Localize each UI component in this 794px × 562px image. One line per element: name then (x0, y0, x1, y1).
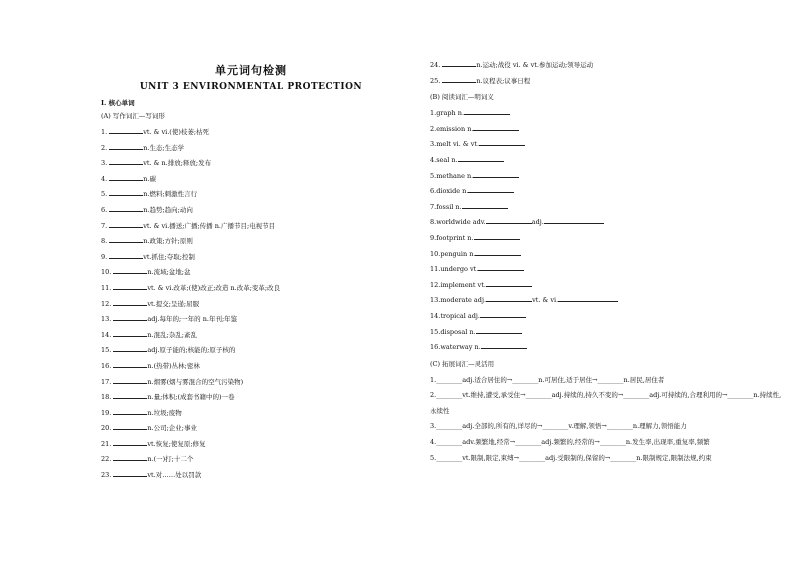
list-item (430, 153, 785, 169)
item-definition: vt. & vi.播送;广播;传播 n.广播节目;电视节目 (143, 221, 276, 230)
item-word: waterway n. (440, 343, 481, 352)
item-definition: n.量;体积;(成套书籍中的)一卷 (147, 393, 235, 402)
answer-blank[interactable] (113, 438, 147, 446)
left-item-list (101, 125, 401, 484)
list-item: 2.________vt.维持,遭受,承受住→________adj.持续的,持久不变的→________adj.可持续的,合理利用的→________n.持续性,永续性 (430, 391, 782, 415)
list-item (101, 343, 401, 359)
item-number: 20. (101, 424, 112, 433)
list-item (430, 169, 785, 185)
item-definition: vt.对……处以罚款 (147, 471, 202, 480)
item-number: 1. (430, 109, 437, 118)
item-number: 19. (101, 408, 112, 417)
list-item (430, 74, 785, 90)
item-number: 24. (430, 61, 441, 69)
answer-blank[interactable] (113, 407, 147, 415)
list-item (430, 184, 785, 200)
answer-blank[interactable] (558, 294, 618, 302)
list-item (101, 468, 401, 484)
item-number: 3. (430, 140, 437, 149)
item-definition: n.混乱;杂乱;紊乱 (147, 330, 197, 339)
list-item (430, 215, 785, 231)
item-number: 10. (430, 249, 441, 258)
item-number: 10. (101, 268, 112, 277)
item-definition: adj.每年的;一年的 n.年刊;年鉴 (147, 315, 238, 324)
item-number: 2. (430, 124, 437, 133)
list-item (101, 125, 401, 141)
item-number: 9. (101, 252, 108, 261)
list-item (101, 452, 401, 468)
answer-blank[interactable] (109, 235, 143, 243)
item-number: 11. (430, 265, 441, 274)
answer-blank[interactable] (113, 391, 147, 399)
item-word: undergo vt. (440, 265, 479, 274)
item-definition: n.烟雾(烟与雾混合的空气污染物) (147, 377, 244, 386)
answer-blank[interactable] (486, 294, 532, 302)
item-number: 16. (430, 343, 441, 352)
item-number: 15. (430, 327, 441, 336)
answer-blank[interactable] (109, 251, 143, 259)
answer-blank[interactable] (113, 329, 147, 337)
item-definition: n.公司;企业;事业 (147, 424, 197, 433)
item-number: 5. (430, 171, 437, 180)
answer-blank[interactable] (458, 154, 504, 162)
extension-list (430, 373, 785, 467)
answer-blank[interactable] (113, 376, 147, 384)
item-number: 6. (430, 187, 437, 196)
item-word-alt: adj. (531, 218, 544, 227)
list-item (101, 219, 401, 235)
item-word: penguin n. (440, 249, 476, 258)
answer-blank[interactable] (442, 75, 476, 83)
item-definition: n.燃料;刺激性言行 (143, 190, 198, 199)
part-b-heading: (B) 阅读词汇—明词义 (430, 93, 494, 102)
item-word: worldwide adv. (436, 218, 486, 227)
list-item (430, 231, 785, 247)
list-item (101, 187, 401, 203)
list-item (101, 421, 401, 437)
list-item (101, 390, 401, 406)
answer-blank[interactable] (113, 282, 147, 290)
answer-blank[interactable] (113, 360, 147, 368)
item-number: 6. (101, 205, 108, 214)
list-item (101, 297, 401, 313)
list-item (101, 359, 401, 375)
item-definition: n.(热带)丛林;密林 (147, 361, 200, 370)
item-definition: n.议程表;议事日程 (476, 76, 531, 85)
answer-blank[interactable] (475, 248, 521, 256)
item-number: 9. (430, 233, 437, 242)
answer-blank[interactable] (464, 107, 510, 115)
page-title: 单元词句检测 (215, 64, 287, 77)
part-c-heading: (C) 拓展词汇—灵活用 (430, 359, 495, 368)
list-item (430, 293, 785, 309)
list-item (430, 106, 785, 122)
answer-blank[interactable] (481, 341, 527, 349)
item-number: 11. (101, 283, 112, 292)
list-item (430, 340, 785, 356)
answer-blank[interactable] (113, 422, 147, 430)
list-item (101, 141, 401, 157)
item-number: 25. (430, 76, 441, 85)
part-a-heading: (A) 写作词汇—写词形 (101, 112, 165, 120)
item-definition: vt. & vi.改革;(使)改正;改造 n.改革;变革;改良 (147, 283, 281, 292)
item-definition: n.政策;方针;原则 (143, 237, 193, 246)
list-item (430, 309, 785, 325)
item-word: footprint n. (436, 233, 474, 242)
item-word: graph n. (436, 109, 465, 118)
item-number: 22. (101, 455, 112, 464)
reading-list (430, 106, 785, 356)
item-definition: n.趋势;趋向;动向 (143, 205, 193, 214)
answer-blank[interactable] (113, 266, 147, 274)
list-item (101, 437, 401, 453)
item-word: tropical adj. (440, 311, 480, 320)
answer-blank[interactable] (468, 185, 514, 193)
item-word-alt: vt. & vi. (532, 296, 559, 305)
item-number: 13. (101, 315, 112, 324)
list-item (101, 265, 401, 281)
answer-blank[interactable] (113, 298, 147, 306)
item-number: 23. (101, 471, 112, 480)
item-word: seal n. (436, 155, 458, 164)
answer-blank[interactable] (462, 201, 508, 209)
list-item: 5.________vt.限制,限定,束缚→________adj.受限制的,保留的→________n.限制规定,限制法规,约束 (430, 453, 712, 462)
answer-blank[interactable] (113, 469, 147, 477)
list-item (101, 250, 401, 266)
list-item (101, 328, 401, 344)
item-number: 1. (101, 128, 108, 136)
item-number: 12. (101, 299, 112, 308)
answer-blank[interactable] (109, 126, 143, 134)
answer-blank[interactable] (113, 453, 147, 461)
right-column (430, 58, 785, 466)
item-number: 18. (101, 393, 112, 402)
list-item (101, 203, 401, 219)
answer-blank[interactable] (109, 204, 143, 212)
item-number: 21. (101, 439, 112, 448)
item-definition: n.垃圾;废物 (147, 408, 182, 417)
item-word: dioxide n. (436, 187, 469, 196)
answer-blank[interactable] (109, 173, 143, 181)
item-number: 2. (101, 143, 108, 152)
right-top-list (430, 58, 785, 89)
item-definition: n.流域;盆地;盆 (147, 268, 191, 277)
list-item (101, 406, 401, 422)
item-number: 7. (101, 221, 108, 230)
item-number: 15. (101, 346, 112, 355)
item-number: 13. (430, 296, 441, 305)
list-item (430, 278, 785, 294)
item-number: 5. (101, 190, 108, 199)
answer-blank[interactable] (473, 170, 519, 178)
item-word: implement vt. (440, 280, 486, 289)
list-item (101, 375, 401, 391)
list-item (430, 325, 785, 341)
item-definition: vt. & vi.(使)枝萎;枯死 (143, 128, 210, 136)
section-heading: Ⅰ. 核心单词 (101, 99, 135, 107)
answer-blank[interactable] (109, 142, 143, 150)
list-item (430, 200, 785, 216)
item-definition: vt.恢复;使复原;修复 (147, 439, 206, 448)
answer-blank[interactable] (109, 157, 143, 165)
answer-blank[interactable] (113, 313, 147, 321)
item-number: 4. (101, 174, 108, 183)
item-definition: vt. & n.排放;释放;发布 (143, 159, 212, 168)
item-number: 7. (430, 202, 437, 211)
item-number: 14. (101, 330, 112, 339)
list-item (430, 122, 785, 138)
answer-blank[interactable] (109, 188, 143, 196)
answer-blank[interactable] (113, 344, 147, 352)
answer-blank[interactable] (480, 310, 526, 318)
list-item (101, 156, 401, 172)
item-word: disposal n. (440, 327, 476, 336)
item-definition: vt.提交;呈递;屈服 (147, 299, 200, 308)
item-definition: n.运动;战役 vi. & vt.参加运动;领导运动 (476, 61, 594, 69)
answer-blank[interactable] (473, 123, 519, 131)
item-number: 8. (430, 218, 437, 227)
item-definition: vt.抓住;夺取;控制 (143, 252, 195, 261)
item-definition: n.生态;生态学 (143, 143, 185, 152)
item-word: melt vi. & vt. (436, 140, 480, 149)
list-item (430, 262, 785, 278)
item-number: 4. (430, 155, 437, 164)
item-word: fossil n. (436, 202, 462, 211)
item-number: 8. (101, 237, 108, 246)
list-item (101, 281, 401, 297)
item-definition: n.碳 (143, 174, 156, 183)
answer-blank[interactable] (478, 263, 524, 271)
item-number: 17. (101, 377, 112, 386)
answer-blank[interactable] (476, 326, 522, 334)
item-definition: n.(一)打;十二个 (147, 455, 194, 464)
left-column (101, 58, 401, 484)
item-number: 12. (430, 280, 441, 289)
answer-blank[interactable] (442, 59, 476, 67)
answer-blank[interactable] (486, 216, 532, 224)
list-item (430, 137, 785, 153)
list-item (101, 172, 401, 188)
list-item: 3.________adj.全部的,所有的,详尽的→________v.理解,领悟→________n.理解力,领悟能力 (430, 422, 687, 431)
item-number: 14. (430, 311, 441, 320)
list-item (101, 234, 401, 250)
item-number: 3. (101, 159, 108, 168)
item-definition: adj.原子能的;核能的;原子核的 (147, 346, 236, 355)
answer-blank[interactable] (544, 216, 604, 224)
item-word: moderate adj. (440, 296, 487, 305)
answer-blank[interactable] (479, 138, 525, 146)
list-item: 4.________adv.频繁地,经常→________adj.频繁的,经常的→________n.发生率,出现率,重复率,频繁 (430, 438, 710, 447)
list-item (430, 58, 785, 74)
unit-heading: UNIT 3 ENVIRONMENTAL PROTECTION (139, 82, 363, 92)
answer-blank[interactable] (474, 232, 520, 240)
list-item (101, 312, 401, 328)
item-word: methane n. (436, 171, 474, 180)
item-word: emission n. (436, 124, 474, 133)
list-item (430, 247, 785, 263)
answer-blank[interactable] (109, 220, 143, 228)
item-number: 16. (101, 361, 112, 370)
answer-blank[interactable] (486, 279, 532, 287)
list-item: 1.________adj.适合居住的→________n.可居住,适于居住→________n.居民,居住者 (430, 375, 665, 384)
